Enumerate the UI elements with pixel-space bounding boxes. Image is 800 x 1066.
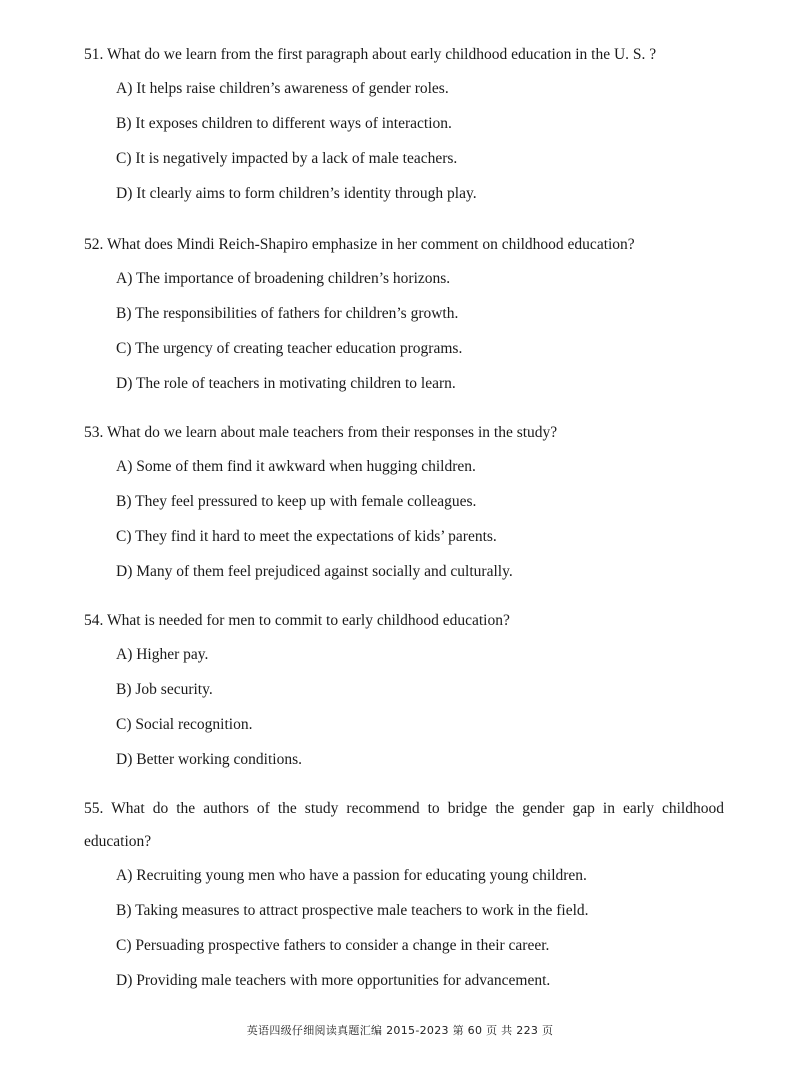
option-d: D) Many of them feel prejudiced against socially and culturally. (116, 563, 513, 580)
option-list (84, 71, 724, 211)
question-stem: 54. What is needed for men to commit to early childhood education? (84, 612, 510, 629)
question-stem: 53. What do we learn about male teachers from their responses in the study? (84, 424, 558, 441)
option-b: B) The responsibilities of fathers for children’s growth. (116, 305, 459, 322)
option-d: D) Providing male teachers with more opportunities for advancement. (116, 972, 551, 989)
question-55 (84, 792, 724, 998)
option-d: D) Better working conditions. (116, 751, 302, 768)
question-54 (84, 604, 724, 777)
page-footer: 英语四级仔细阅读真题汇编 2015-2023 第 60 页 共 223 页 (246, 1024, 554, 1037)
option-d: D) It clearly aims to form children’s identity through play. (116, 185, 477, 202)
option-a: A) Higher pay. (116, 646, 209, 663)
option-c: C) Social recognition. (116, 716, 253, 733)
question-51 (84, 38, 724, 211)
option-d: D) The role of teachers in motivating children to learn. (116, 375, 456, 392)
question-stem: 55. What do the authors of the study recommend to bridge the gender gap in early childhood education? (84, 800, 724, 850)
option-a: A) Recruiting young men who have a passion for educating young children. (116, 867, 587, 884)
option-b: B) They feel pressured to keep up with female colleagues. (116, 493, 477, 510)
option-list (84, 449, 724, 589)
option-list (84, 637, 724, 777)
option-b: B) Taking measures to attract prospective male teachers to work in the field. (116, 902, 589, 919)
question-stem: 52. What does Mindi Reich-Shapiro emphasize in her comment on childhood education? (84, 236, 635, 253)
option-list (84, 261, 724, 401)
option-c: C) The urgency of creating teacher education programs. (116, 340, 463, 357)
option-b: B) Job security. (116, 681, 213, 698)
option-a: A) Some of them find it awkward when hugging children. (116, 458, 476, 475)
question-stem: 51. What do we learn from the first paragraph about early childhood education in the U. S. ? (84, 46, 657, 63)
option-c: C) Persuading prospective fathers to consider a change in their career. (116, 937, 550, 954)
option-c: C) They find it hard to meet the expectations of kids’ parents. (116, 528, 497, 545)
option-c: C) It is negatively impacted by a lack of male teachers. (116, 150, 458, 167)
option-a: A) It helps raise children’s awareness of gender roles. (116, 80, 449, 97)
question-52 (84, 228, 724, 401)
question-53 (84, 416, 724, 589)
option-list (84, 858, 724, 998)
option-a: A) The importance of broadening children’s horizons. (116, 270, 451, 287)
option-b: B) It exposes children to different ways of interaction. (116, 115, 452, 132)
